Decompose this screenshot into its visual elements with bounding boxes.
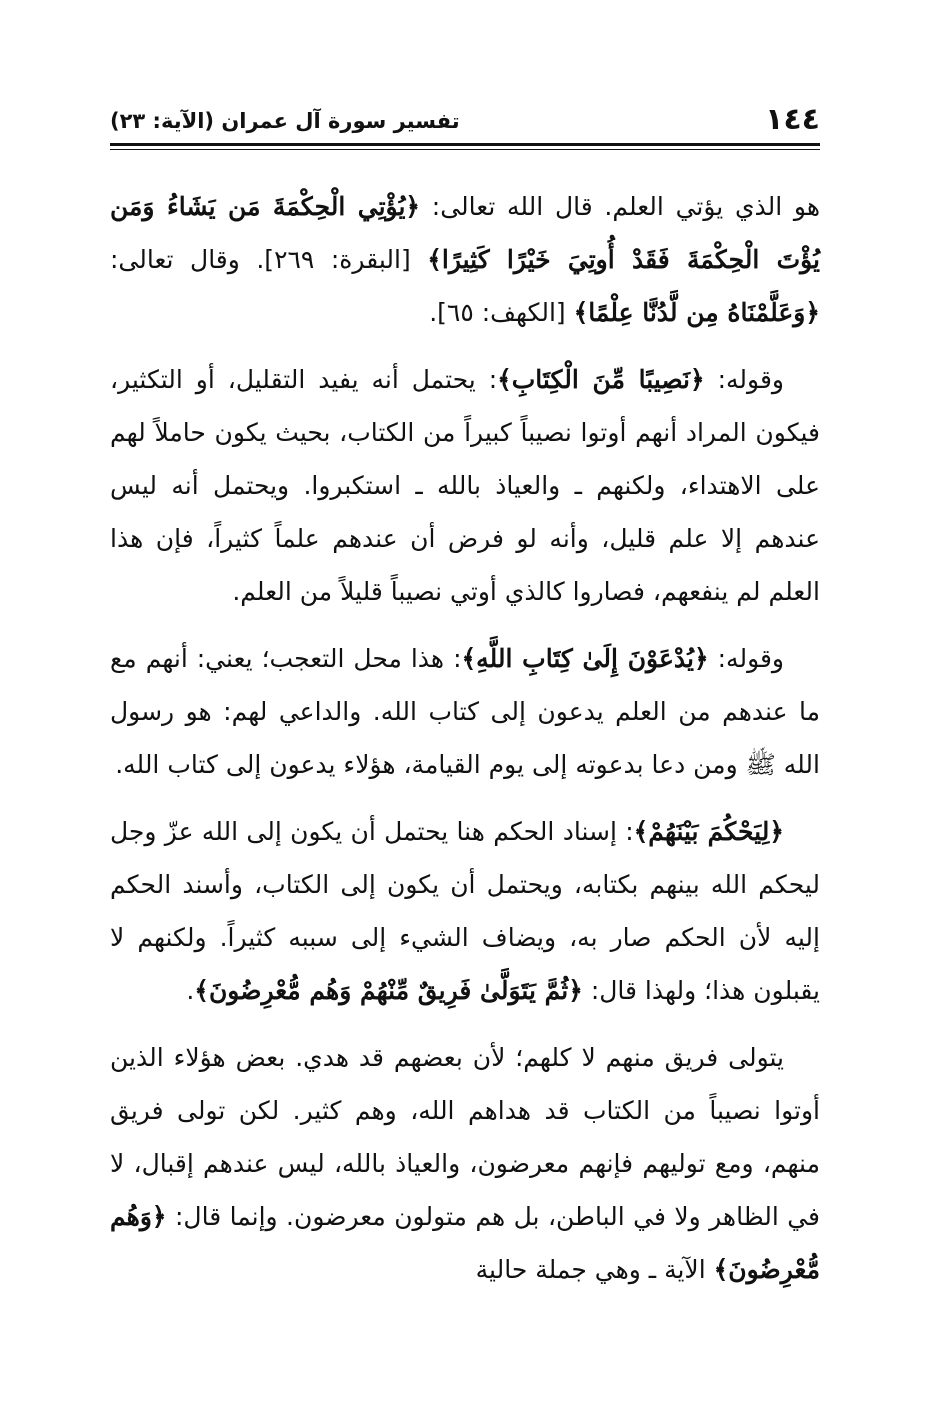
text-segment: الآية ـ وهي جملة حالية: [475, 1255, 714, 1284]
paragraph-1: [110, 180, 820, 339]
text-segment: يتولى فريق منهم لا كلهم؛ لأن بعضهم قد هدي. بعض هؤلاء الذين أوتوا نصيباً من الكتاب قد هداهم الله، وهم كثير. لكن تولى فريق منهم، ومع توليهم فإنهم معرضون، والعياذ بالله، ليس عندهم إقبال، لا في الظاهر ولا في الباطن، بل هم متولون معرضون. وإنما قال:: [110, 1043, 820, 1231]
text-segment: [الكهف: ٦٥].: [429, 298, 574, 327]
quran-verse: ﴿وَعَلَّمْنَاهُ مِن لَّدُنَّا عِلْمًا﴾: [573, 298, 820, 327]
quran-verse: ﴿لِيَحْكُمَ بَيْنَهُمْ﴾: [633, 817, 784, 846]
quran-verse: ﴿يُؤْتِي الْحِكْمَةَ مَن يَشَاءُ وَمَن يُؤْتَ الْحِكْمَةَ فَقَدْ أُوتِيَ خَيْرًا كَثِيرًا﴾: [110, 192, 820, 274]
header-rule-thin: [110, 149, 820, 150]
header-rule-thick: [110, 143, 820, 146]
paragraph-5: [110, 1031, 820, 1296]
page-header: [110, 100, 820, 140]
text-segment: هو الذي يؤتي العلم. قال الله تعالى:: [420, 192, 820, 221]
page-number: ١٤٤: [765, 102, 820, 137]
paragraph-4: [110, 805, 820, 1017]
paragraph-3: [110, 632, 820, 791]
text-segment: [البقرة: ٢٦٩]. وقال تعالى:: [110, 245, 428, 274]
quran-verse: ﴿يُدْعَوْنَ إِلَىٰ كِتَابِ اللَّهِ﴾: [461, 644, 709, 673]
text-segment: وقوله:: [708, 644, 785, 673]
text-segment: : يحتمل أنه يفيد التقليل، أو التكثير، فيكون المراد أنهم أوتوا نصيباً كبيراً من الكتاب، بحيث يكون حاملاً لهم على الاهتداء، ولكنهم ـ والعياذ بالله ـ استكبروا. ويحتمل أنه ليس عندهم إلا علم قليل، وأنه لو فرض أن عندهم علماً كثيراً، فإن هذا العلم لم ينفعهم، فصاروا كالذي أوتي نصيباً قليلاً من العلم.: [110, 365, 820, 606]
text-segment: : إسناد الحكم هنا يحتمل أن يكون إلى الله عزّ وجل ليحكم الله بينهم بكتابه، ويحتمل أن يكون إلى الكتاب، وأسند الحكم إليه لأن الحكم صار به، ويضاف الشيء إلى سببه كثيراً. ولكنهم لا يقبلون هذا؛ ولهذا قال:: [110, 817, 820, 1005]
text-segment: وقوله:: [704, 365, 784, 394]
text-segment: .: [186, 976, 195, 1005]
quran-verse: ﴿ثُمَّ يَتَوَلَّىٰ فَرِيقٌ مِّنْهُمْ وَهُم مُّعْرِضُونَ﴾: [194, 976, 583, 1005]
text-segment: : هذا محل التعجب؛ يعني: أنهم مع ما عندهم من العلم يدعون إلى كتاب الله. والداعي لهم: هو رسول الله ﷺ ومن دعا بدعوته إلى يوم القيامة، هؤلاء يدعون إلى كتاب الله.: [110, 644, 820, 779]
running-title: تفسير سورة آل عمران (الآية: ٢٣): [110, 109, 460, 133]
quran-verse: ﴿نَصِيبًا مِّنَ الْكِتَابِ﴾: [497, 365, 705, 394]
paragraph-2: [110, 353, 820, 618]
body-text: [110, 180, 820, 1310]
quran-verse: ﴿وَهُم مُّعْرِضُونَ﴾: [110, 1202, 820, 1284]
